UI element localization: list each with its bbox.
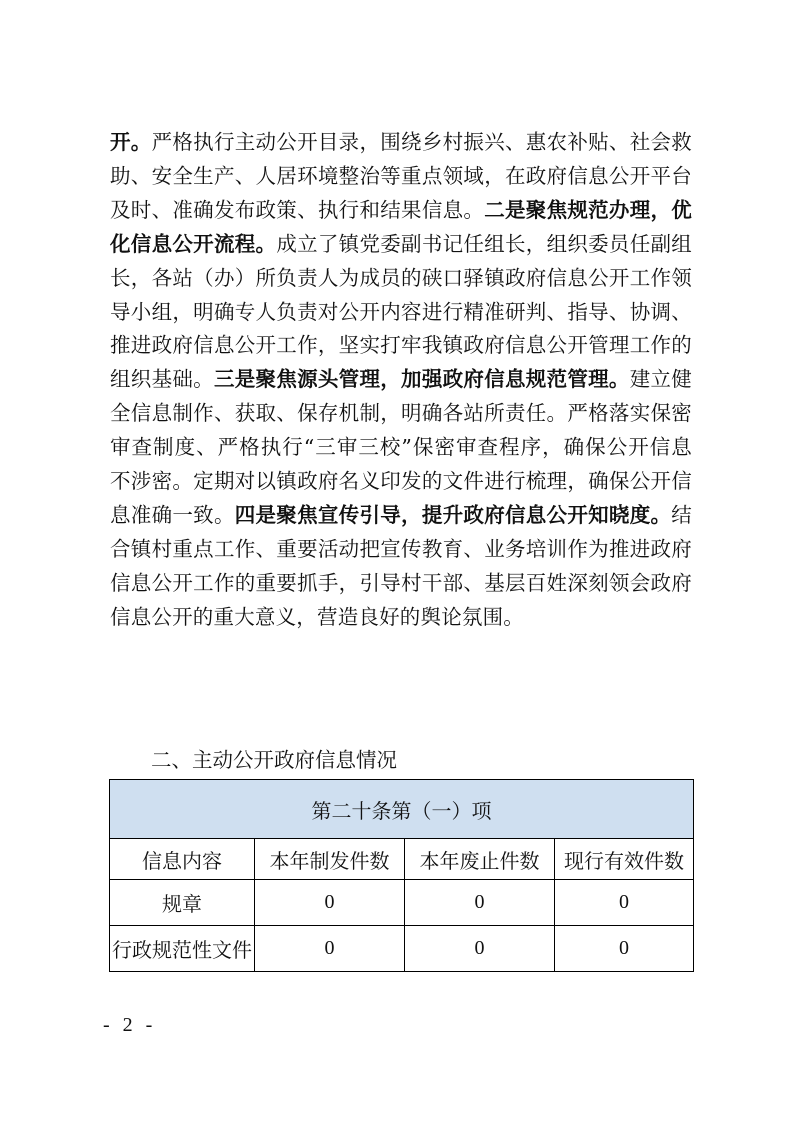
header-issued-count: 本年制发件数	[255, 839, 405, 880]
paragraph-line	[110, 261, 692, 295]
text-segment: 及时、准确发布政策、执行和结果信息。	[110, 197, 485, 222]
text-segment: 推进政府信息公开工作，坚实打牢我镇政府信息公开管理工作的	[110, 333, 692, 358]
page-number: - 2 -	[103, 1014, 157, 1036]
table-row	[110, 880, 694, 926]
text-segment: 长，各站（办）所负责人为成员的硖口驿镇政府信息公开工作领	[110, 265, 692, 290]
text-segment: 导小组，明确专人负责对公开内容进行精准研判、指导、协调、	[110, 299, 692, 324]
text-segment: 合镇村重点工作、重要活动把宣传教育、业务培训作为推进政府	[110, 536, 692, 561]
paragraph-line	[110, 193, 692, 227]
paragraph-line	[110, 125, 692, 159]
paragraph-line	[110, 532, 692, 566]
header-valid-count: 现行有效件数	[555, 839, 694, 880]
text-segment: 不涉密。定期对以镇政府名义印发的文件进行梳理，确保公开信	[110, 469, 692, 493]
text-segment: 结	[671, 502, 692, 527]
table-header-row	[110, 839, 694, 880]
row-issued: 0	[255, 926, 405, 972]
paragraph-line	[110, 430, 692, 464]
row-repealed: 0	[405, 926, 555, 972]
text-segment: 全信息制作、获取、保存机制，明确各站所责任。严格落实保密	[110, 401, 692, 426]
info-table	[109, 779, 694, 972]
row-repealed: 0	[405, 880, 555, 926]
paragraph-line	[110, 600, 692, 634]
paragraph-line	[110, 566, 692, 600]
table-row	[110, 926, 694, 972]
bold-phrase: 二是聚焦规范办理，优	[484, 197, 692, 222]
row-issued: 0	[255, 880, 405, 926]
text-segment: 信息公开工作的重要抓手，引导村干部、基层百姓深刻领会政府	[110, 570, 692, 595]
row-valid: 0	[555, 926, 694, 972]
section-heading: 二、主动公开政府信息情况	[151, 748, 397, 772]
paragraph-line	[110, 295, 692, 329]
text-segment: 助、安全生产、人居环境整治等重点领域，在政府信息公开平台	[110, 163, 692, 188]
row-label: 行政规范性文件	[110, 926, 255, 972]
table-title-row	[110, 780, 694, 839]
header-repealed-count: 本年废止件数	[405, 839, 555, 880]
paragraph-line	[110, 464, 692, 498]
text-segment: 成立了镇党委副书记任组长，组织委员任副组	[276, 231, 692, 256]
bold-phrase: 化信息公开流程。	[110, 231, 277, 256]
paragraph-line	[110, 396, 692, 430]
paragraph-line	[110, 362, 692, 396]
text-segment: 建立健	[629, 367, 693, 392]
text-segment: 息准确一致。	[110, 502, 235, 527]
row-valid: 0	[555, 880, 694, 926]
paragraph-line	[110, 159, 692, 193]
paragraph-line	[110, 227, 692, 261]
bold-phrase: 四是聚焦宣传引导，提升政府信息公开知晓度。	[234, 502, 672, 527]
bold-phrase: 三是聚焦源头管理，加强政府信息规范管理。	[213, 367, 630, 392]
table-title: 第二十条第（一）项	[110, 780, 694, 839]
row-label: 规章	[110, 880, 255, 926]
text-segment: 信息公开的重大意义，营造良好的舆论氛围。	[110, 604, 524, 629]
text-segment: 严格执行主动公开目录，围绕乡村振兴、惠农补贴、社会救	[151, 130, 692, 154]
paragraph-line	[110, 498, 692, 532]
text-segment: 组织基础。	[110, 367, 214, 392]
header-info-content: 信息内容	[110, 839, 255, 880]
text-segment: 审查制度、严格执行“三审三校”保密审查程序，确保公开信息	[110, 435, 692, 460]
bold-phrase: 开。	[110, 130, 152, 154]
paragraph-line	[110, 328, 692, 362]
